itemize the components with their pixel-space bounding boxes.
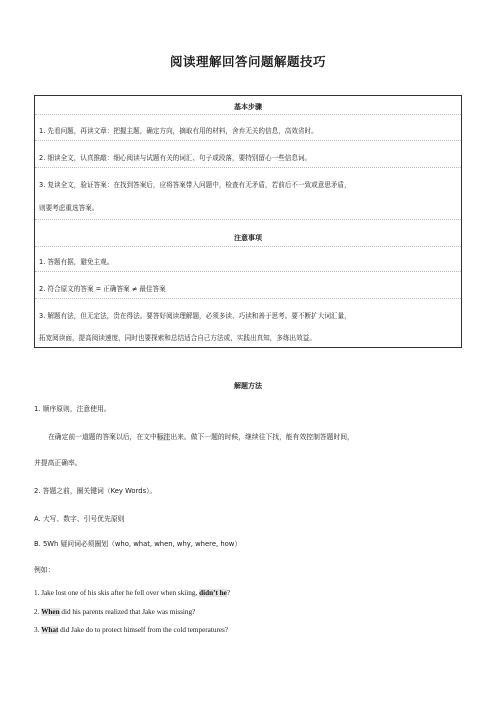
divider [35,114,461,115]
notes-heading: 注意事项 [234,234,262,242]
step-3: 3. 复读全文，验证答案：在找到答案后，应将答案带入问题中，检查有无矛盾，若前后不一致或意思矛盾， [39,181,351,189]
highlighted-keyword: didn’t he [199,589,227,597]
methods-heading: 解题方法 [234,382,262,390]
method-paragraph-line-2: 并提高正确率。 [34,459,82,467]
text-run: did Jake do to protect himself from the cold temperatures? [58,626,229,634]
method-item-b: B. 5Wh 疑问词必须圈划（who, what, when, why, where, how） [34,540,242,548]
text-run: did his parents realized that Jake was missing? [59,608,196,616]
text-run: 在确定前一道题的答案以后，在文中 [48,433,157,441]
divider [35,140,461,141]
page-title: 阅读理解回答问题解题技巧 [169,54,326,69]
text-run: 3. [34,626,42,634]
text-run: 出来。做下一题的时候，继续往下找，能有效控制答题时间， [170,433,354,441]
text-run: ? [226,589,231,597]
divider [35,246,461,247]
note-3-cont: 拓宽阅读面，提高阅读速度，同时也要探索和总结适合自己方法或，实践出真知，多练出效益。 [39,334,316,342]
divider [35,271,461,272]
summary-box [34,95,462,348]
method-item-1: 1. 顺序原则，注意使用。 [34,405,111,413]
divider [35,298,461,299]
step-3-cont: 则要考虑重选答案。 [39,204,99,212]
method-item-2: 2. 答题之前，圈关键词（Key Words）。 [34,487,157,495]
text-run: 2. [34,608,42,616]
divider [35,219,461,220]
highlighted-keyword: When [41,608,60,616]
step-1: 1. 先看问题，再读文章：把握主题，确定方向，摘取有用的材料，舍弃无关的信息，高效省时。 [39,127,318,135]
example-3 [34,626,228,635]
highlighted-keyword: What [41,626,59,634]
note-2: 2. 符合原文的答案 = 正确答案 ≠ 最佳答案 [39,285,166,293]
method-paragraph-line-1 [48,433,354,442]
divider [35,167,461,168]
note-3: 3. 解题有法，但无定法，贵在得法。要答好阅读理解题，必须多读、巧读和善于思考。要不断扩大词汇量， [39,312,351,320]
text-run: 1. Jake lost one of his skis after he fell over when skiing, [34,589,200,597]
example-label: 例如： [34,566,55,574]
steps-heading: 基本步骤 [234,103,262,111]
highlighted-word: 标注 [156,433,171,441]
note-1: 1. 答题有据，避免主观。 [39,258,114,266]
step-2: 2. 细读全文，认真推敲：细心阅读与试题有关的词汇、句子或段落，要特别留心一些信息词。 [39,154,312,162]
example-1 [34,589,230,598]
example-2 [34,608,195,617]
method-item-a: A. 大写、数字、引号优先原则 [34,515,125,523]
